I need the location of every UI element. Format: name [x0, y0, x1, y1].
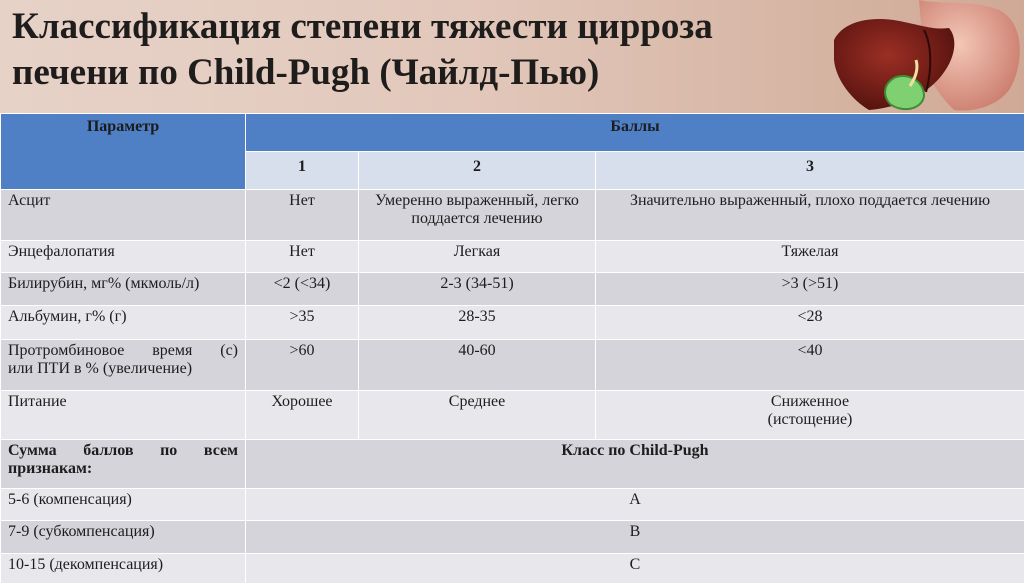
header-parameter: Параметр — [1, 114, 246, 190]
class-row-a — [1, 489, 1024, 521]
param-line-1: Протромбиновое время (с) — [8, 342, 238, 360]
class-row-c — [1, 554, 1024, 584]
table-row-bilirubin — [1, 273, 1024, 306]
value-2-cell: Умеренно выраженный, легко поддается лечению — [359, 190, 596, 241]
value-2-cell: Среднее — [359, 391, 596, 440]
param-cell: Альбумин, г% (г) — [1, 306, 246, 340]
summary-header-row — [1, 440, 1024, 489]
value-3-cell: Тяжелая — [596, 241, 1024, 273]
value-3-cell: >3 (>51) — [596, 273, 1024, 306]
value-3-cell: <40 — [596, 340, 1024, 391]
value-2-cell: 2-3 (34-51) — [359, 273, 596, 306]
child-pugh-table — [0, 113, 1024, 584]
summary-label-line-2: признакам: — [8, 460, 238, 478]
class-value-cell: C — [246, 554, 1024, 584]
param-cell: Энцефалопатия — [1, 241, 246, 273]
value-3-line-2: (истощение) — [603, 411, 1017, 429]
value-1-cell: >35 — [246, 306, 359, 340]
table-row-prothrombin — [1, 340, 1024, 391]
value-2-cell: Легкая — [359, 241, 596, 273]
table-row-nutrition — [1, 391, 1024, 440]
class-label-cell: Класс по Child-Pugh — [246, 440, 1024, 489]
score-range-cell: 7-9 (субкомпенсация) — [1, 521, 246, 554]
table-row-albumin — [1, 306, 1024, 340]
value-1-cell: >60 — [246, 340, 359, 391]
value-1-cell: Нет — [246, 241, 359, 273]
header-points: Баллы — [246, 114, 1024, 152]
param-line-2: или ПТИ в % (увеличение) — [8, 360, 238, 378]
param-cell: Асцит — [1, 190, 246, 241]
header-points-2: 2 — [359, 152, 596, 190]
value-3-cell: Значительно выраженный, плохо поддается лечению — [596, 190, 1024, 241]
value-2-cell: 28-35 — [359, 306, 596, 340]
value-3-cell: <28 — [596, 306, 1024, 340]
value-1-cell: <2 (<34) — [246, 273, 359, 306]
title-line-1: Классификация степени тяжести цирроза — [12, 4, 912, 50]
param-cell — [1, 340, 246, 391]
param-cell: Питание — [1, 391, 246, 440]
value-1-cell: Хорошее — [246, 391, 359, 440]
slide-header — [0, 0, 1024, 113]
class-value-cell: B — [246, 521, 1024, 554]
title-line-2: печени по Child-Pugh (Чайлд-Пью) — [12, 50, 912, 96]
value-3-cell — [596, 391, 1024, 440]
slide-title — [12, 4, 912, 96]
table-row-encephalopathy — [1, 241, 1024, 273]
score-range-cell: 10-15 (декомпенсация) — [1, 554, 246, 584]
table-row-ascites — [1, 190, 1024, 241]
score-range-cell: 5-6 (компенсация) — [1, 489, 246, 521]
summary-label-line-1: Сумма баллов по всем — [8, 442, 238, 460]
value-1-cell: Нет — [246, 190, 359, 241]
header-points-1: 1 — [246, 152, 359, 190]
param-cell: Билирубин, мг% (мкмоль/л) — [1, 273, 246, 306]
value-3-line-1: Сниженное — [603, 393, 1017, 411]
header-points-3: 3 — [596, 152, 1024, 190]
summary-label-cell — [1, 440, 246, 489]
class-value-cell: A — [246, 489, 1024, 521]
class-row-b — [1, 521, 1024, 554]
value-2-cell: 40-60 — [359, 340, 596, 391]
